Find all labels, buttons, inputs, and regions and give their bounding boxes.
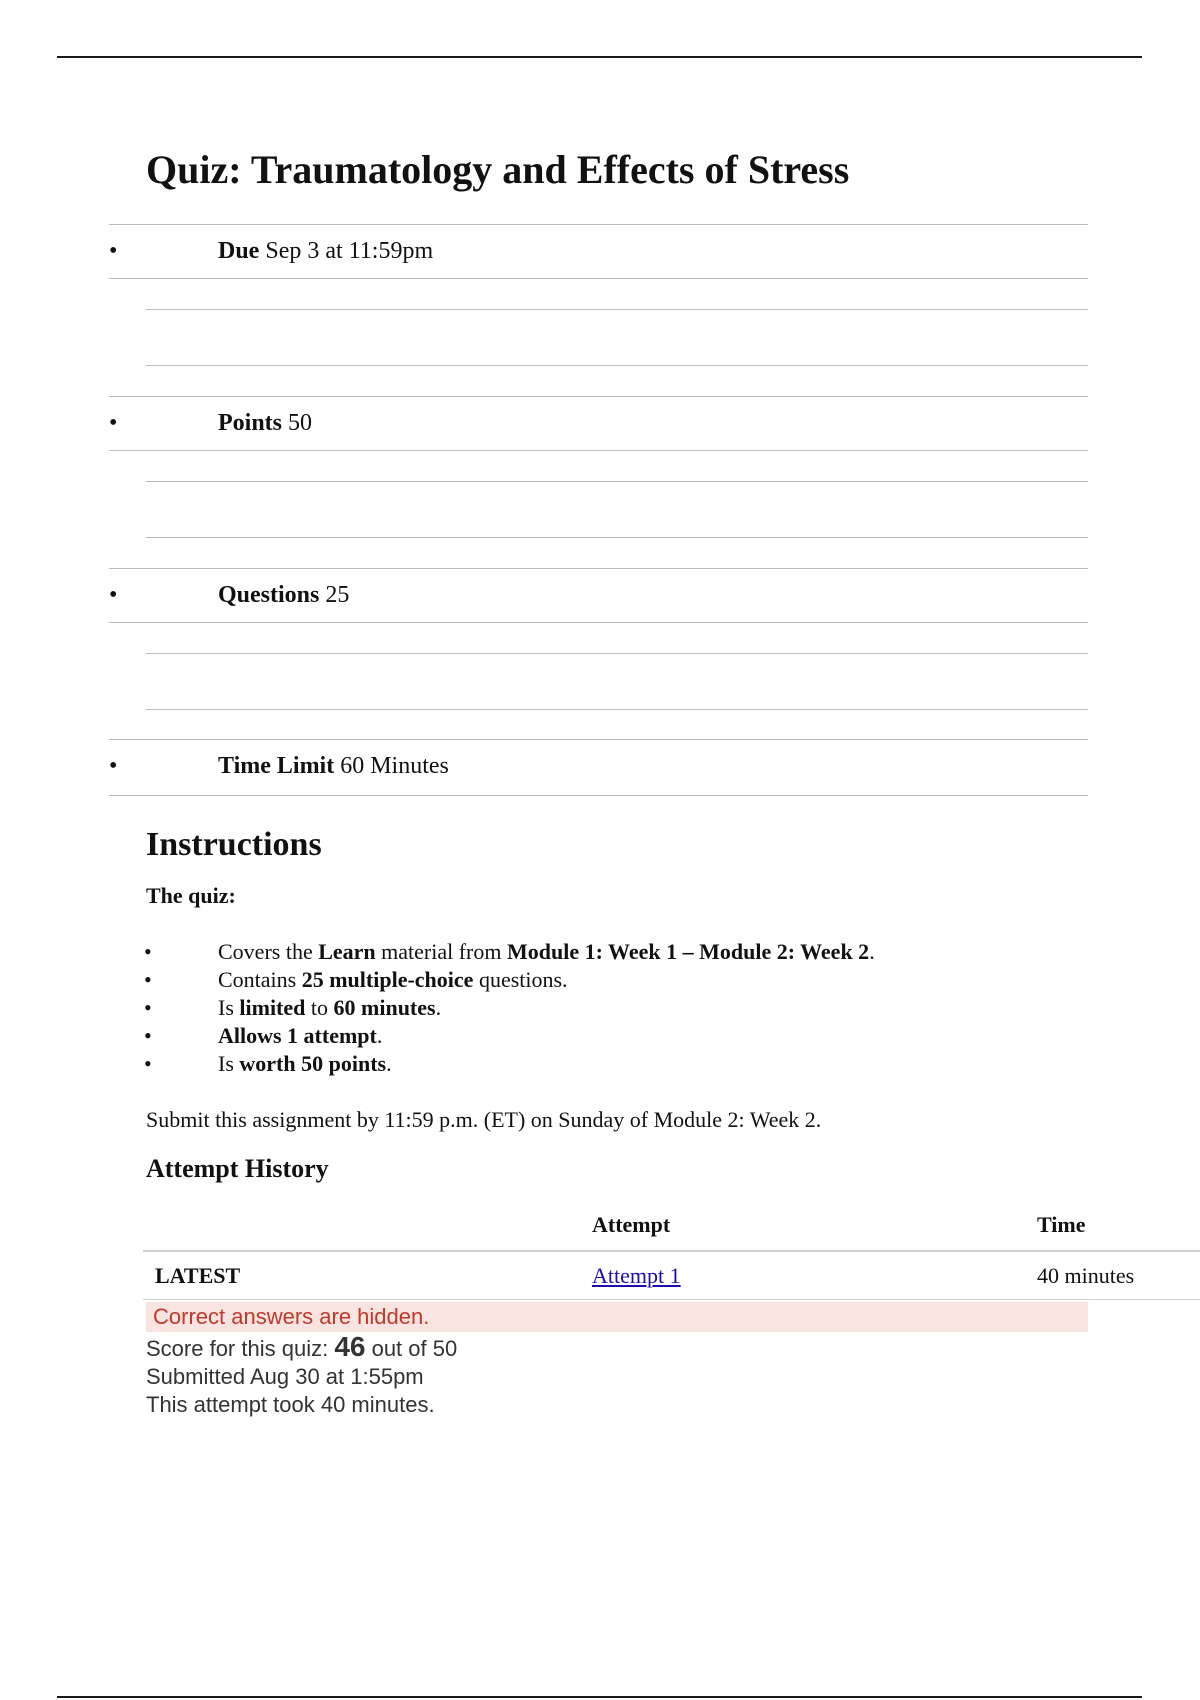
attempt-history-heading: Attempt History bbox=[146, 1154, 329, 1183]
divider bbox=[109, 450, 1088, 451]
meta-label: Time Limit bbox=[218, 753, 335, 779]
divider bbox=[146, 709, 1088, 710]
table-row-divider bbox=[143, 1299, 1200, 1300]
attempt-link[interactable]: Attempt 1 bbox=[592, 1263, 681, 1288]
meta-value: 50 bbox=[288, 410, 313, 436]
divider bbox=[109, 278, 1088, 279]
page-title: Quiz: Traumatology and Effects of Stress bbox=[146, 147, 850, 192]
submit-note: Submit this assignment by 11:59 p.m. (ET) on Sunday of Module 2: Week 2. bbox=[146, 1107, 822, 1132]
divider bbox=[146, 309, 1088, 310]
list-item: • Is worth 50 points. bbox=[146, 1050, 1086, 1078]
score-value: 46 bbox=[334, 1331, 366, 1362]
row-label-latest: LATEST bbox=[155, 1263, 241, 1288]
table-header-divider bbox=[143, 1250, 1200, 1252]
bullet: • bbox=[109, 753, 118, 779]
instructions-subheading: The quiz: bbox=[146, 883, 236, 908]
bottom-rule bbox=[57, 1696, 1142, 1698]
bullet: • bbox=[109, 410, 118, 436]
divider bbox=[109, 795, 1088, 796]
submitted-line: Submitted Aug 30 at 1:55pm bbox=[146, 1364, 424, 1389]
meta-label: Points bbox=[218, 410, 283, 436]
meta-due bbox=[109, 225, 1088, 277]
bullet: • bbox=[109, 238, 118, 264]
attempt-time: 40 minutes bbox=[1037, 1263, 1135, 1288]
meta-points bbox=[109, 397, 1088, 449]
list-item: • Allows 1 attempt. bbox=[146, 1022, 1086, 1050]
instructions-list bbox=[146, 938, 1086, 1078]
score-summary bbox=[146, 1333, 457, 1419]
divider bbox=[109, 622, 1088, 623]
divider bbox=[146, 653, 1088, 654]
meta-time-limit bbox=[109, 740, 1088, 792]
meta-label: Questions bbox=[218, 582, 320, 608]
duration-line: This attempt took 40 minutes. bbox=[146, 1392, 435, 1417]
meta-label: Due bbox=[218, 238, 260, 264]
column-header-attempt: Attempt bbox=[592, 1212, 671, 1237]
correct-answers-hidden-banner: Correct answers are hidden. bbox=[146, 1302, 1088, 1332]
instructions-heading: Instructions bbox=[146, 826, 322, 863]
top-rule bbox=[57, 56, 1142, 58]
divider bbox=[146, 537, 1088, 538]
meta-value: Sep 3 at 11:59pm bbox=[265, 238, 434, 264]
meta-questions bbox=[109, 569, 1088, 621]
divider bbox=[146, 365, 1088, 366]
score-line: Score for this quiz: 46 out of 50 bbox=[146, 1331, 458, 1362]
column-header-time: Time bbox=[1037, 1212, 1086, 1237]
list-item: • Covers the Learn material from Module 1: Week 1 – Module 2: Week 2. bbox=[146, 938, 1086, 966]
list-item: • Contains 25 multiple-choice questions. bbox=[146, 966, 1086, 994]
meta-value: 25 bbox=[325, 582, 350, 608]
bullet: • bbox=[109, 582, 118, 608]
divider bbox=[146, 481, 1088, 482]
meta-value: 60 Minutes bbox=[340, 753, 449, 779]
list-item: • Is limited to 60 minutes. bbox=[146, 994, 1086, 1022]
